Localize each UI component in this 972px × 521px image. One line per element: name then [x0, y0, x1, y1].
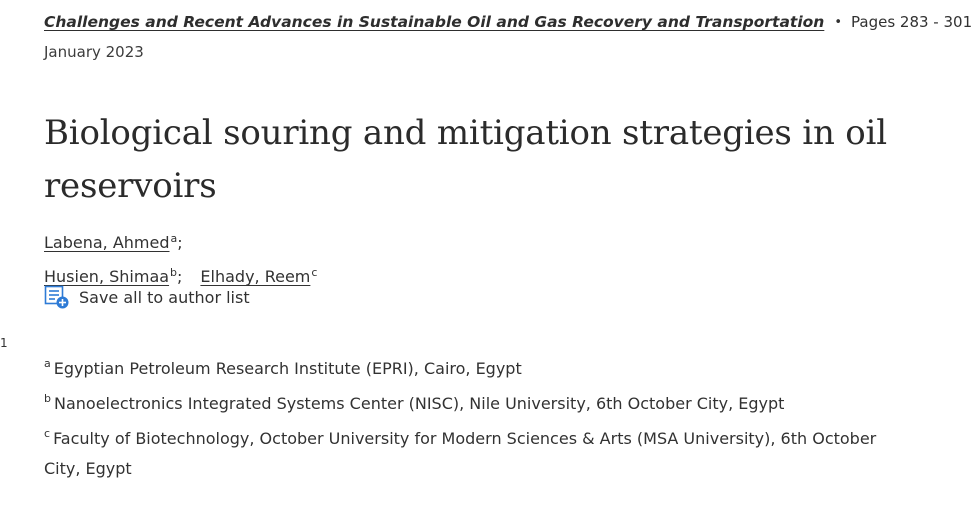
affiliation-marker: b — [44, 392, 51, 405]
save-author-list-icon — [44, 284, 70, 310]
author-row — [44, 224, 317, 258]
source-title-link[interactable]: Challenges and Recent Advances in Sustainable Oil and Gas Recovery and Transportation — [44, 13, 825, 31]
affiliation-text: Egyptian Petroleum Research Institute (EPRI), Cairo, Egypt — [53, 359, 522, 378]
author-link[interactable]: Husien, Shimaa — [44, 267, 170, 286]
affiliation-text: Nanoelectronics Integrated Systems Center (NISC), Nile University, 6th October City, Egypt — [53, 394, 785, 413]
affiliation-item — [44, 419, 906, 484]
author-affiliation-marker: a — [170, 232, 178, 245]
affiliation-item — [44, 349, 906, 384]
author-separator: ; — [177, 233, 183, 252]
separator-bullet: • — [834, 15, 842, 30]
article-title: Biological souring and mitigation strategies in oil reservoirs — [44, 113, 887, 206]
author-affiliation-marker: c — [311, 266, 318, 279]
author-link[interactable]: Elhady, Reem — [200, 267, 311, 286]
left-margin-marker: 1 — [0, 336, 8, 350]
publication-line — [44, 12, 972, 33]
author-separator: ; — [177, 267, 183, 286]
affiliation-text: Faculty of Biotechnology, October University for Modern Sciences & Arts (MSA University), 6th October City, Egypt — [44, 429, 877, 478]
affiliation-marker: c — [44, 427, 51, 440]
publication-date: January 2023 — [44, 43, 144, 61]
author-list — [44, 224, 317, 292]
author-affiliation-marker: b — [170, 266, 178, 279]
affiliation-marker: a — [44, 357, 51, 370]
save-to-author-list-label: Save all to author list — [79, 287, 250, 307]
affiliation-item — [44, 384, 906, 419]
author-link[interactable]: Labena, Ahmed — [44, 233, 170, 252]
page-range: Pages 283 - 301 — [851, 13, 972, 31]
save-to-author-list-button[interactable] — [44, 284, 250, 310]
